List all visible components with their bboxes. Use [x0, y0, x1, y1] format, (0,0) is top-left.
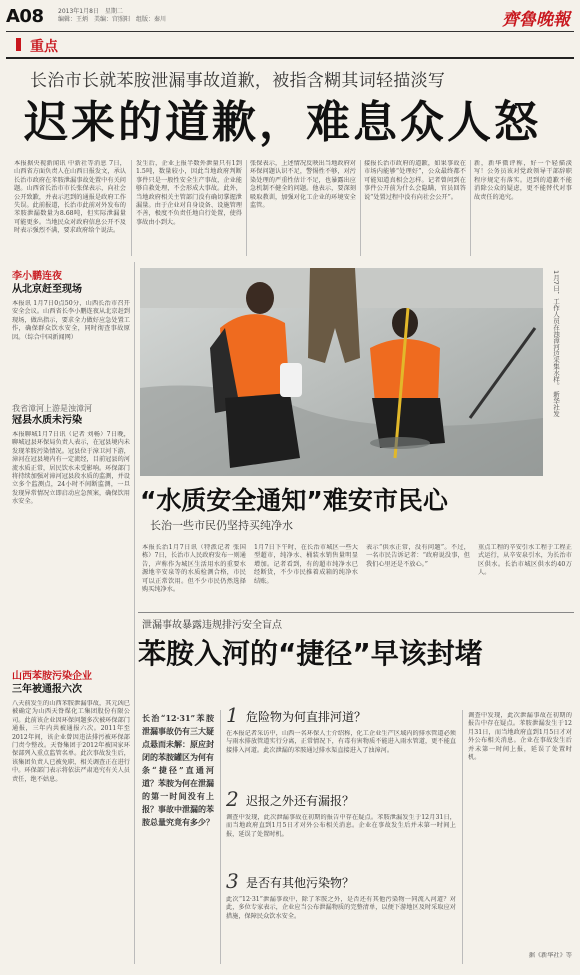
question-1-number: 1: [226, 703, 239, 727]
photo-caption: 1月7日，工作人员在浊漳河边采集水样。 新华社发: [552, 270, 560, 417]
date-text: 2013年1月8日 星期二: [58, 8, 123, 15]
lead-col-2: 发生后，企业上报半数外泄量只有1到1.5吨，数量较小，因此当地政府判断事件只是一般性安全生产事故，企业能够自救处理，不会形成大事故。此外，当地政府相关主管部门没有确切掌握泄漏量。由于企业对自身设备、设施管理不善，极度不负责任地自行处置，使得事故由小到大。: [136, 160, 242, 226]
question-1-body: 在本报记者采访中，山西一名环保人士介绍称，化工企业生产区域内的排水管道必须与雨水排放管道实行分离，正常情况下，有毒有害物质不能进入雨水管道，更不能直接排入河道。此次泄漏的苯胺通过排水渠直接进入了浊漳河。: [226, 730, 456, 754]
water-col-2: 1月7日下午时，在长治市城区一些大型超市，纯净水、桶装水销售量明显增加。记者看到，有的超市纯净水已经断货，不少市民推着成箱的纯净水结账。: [254, 544, 358, 585]
sidebar-story-2-title: 我省漳河上游是浊漳河: [12, 404, 92, 413]
section-rule: [6, 57, 574, 59]
newspaper-logo: 齊魯晚報: [502, 10, 570, 30]
water-story-headline: “水质安全通知”难安市民心: [140, 486, 448, 515]
column-divider: [470, 160, 471, 256]
section-divider: [138, 612, 574, 613]
column-divider: [246, 160, 247, 256]
sidebar-story-2-subtitle: 冠县水质未污染: [12, 415, 82, 426]
sidebar-story-1-title: 李小鹏连夜: [12, 271, 62, 282]
question-3-title: 是否有其他污染物？: [246, 876, 355, 890]
sidebar-story-1-subtitle: 从北京赶至现场: [12, 284, 82, 295]
water-col-4: 重点工程的辛安引水工程于工程正式运行，从辛安泉引水，为长治市区供水。长治市城区供水约40万人。: [478, 544, 572, 577]
commentary-headline: 苯胺入河的“捷径”早该封堵: [138, 637, 483, 670]
question-2-body: 调查中发现，此次泄漏事故在初期的报告中存在疑点。苯胺泄漏发生于12月31日，而当地政府直到1月5日才对外公布相关消息。企业在事故发生后并未第一时间上报，延误了处置时机。: [226, 814, 456, 838]
commentary-intro: 长治“12·31”苯胺泄漏事故仍有三大疑点悬而未解：原应封闭的苯胺罐区为何有条“捷径”直通河道？苯胺为何在泄漏的第一时间没有上报？事故中泄漏的苯胺总量究竟有多少？: [142, 713, 214, 827]
water-col-1: 本报长治1月7日讯（特派记者 张国栋）7日，长治市人民政府发布一则通告，声称作为城区生活用水的重要水源地辛安泉等的水质检测合格，市民可以正常饮用。但不少市民仍然选择购买纯净水。: [142, 544, 246, 594]
page-number: A08: [6, 6, 44, 27]
question-3-body: 此次“12·31”泄漏事故中，除了苯胺之外，是否还有其他污染物一同流入河道？对此，多位专家表示，企业应当公布泄漏物质的完整清单，以便下游地区及时采取应对措施，保障民众饮水安全。: [226, 896, 456, 920]
sidebar-divider: [134, 262, 135, 964]
sidebar-story-1-body: 本报讯 1月7日0点50分，山西长治市召开安全会议。山西省长李小鹏连夜从北京赶到现场，做出指示，要求全力做好应急处置工作，确保群众饮水安全，同时彻查事故原因。（综合中国新闻网）: [12, 300, 130, 341]
news-photo: [140, 268, 543, 476]
question-3-number: 3: [226, 869, 239, 893]
sidebar-story-1: [12, 270, 130, 376]
question-1-title: 危险物为何直排河道？: [246, 710, 367, 724]
commentary-kicker: 泄漏事故暴露违规排污安全盲点: [142, 620, 282, 631]
sidebar-story-3-body: 八天前发生的山西苯胺泄漏事故，其元凶已被确定为山西天脊煤化工集团股份有限公司。此前该企业因环保问题多次被环保部门通报，三年内共被通报六次。2011年至2012年间，该企业曾因违法排污被环保部门责令整改。天脊集团于2012年被国家环保部列入重点监管名单。此次事故发生后，该集团负责人已被免职，相关调查正在进行中。环保部门表示将依法严肃追究有关人员责任，绝不姑息。: [12, 700, 130, 783]
header-rule: [6, 31, 574, 32]
sidebar-story-3: [12, 670, 130, 962]
water-story-subheadline: 长治一些市民仍坚持买纯净水: [150, 519, 293, 532]
lead-col-5: 新，新华微评称，好一个轻描淡写！公务员该对党政领导干部辞职程序规定有落实。迟到的道歉不能消除公众的疑虑，更不能替代对事故责任的追究。: [474, 160, 572, 201]
lead-kicker: 长治市长就苯胺泄漏事故道歉，被指含糊其词轻描淡写: [30, 71, 446, 91]
editor-text: 编辑：王炳 美编：宫照阳 组版：秦川: [58, 16, 167, 23]
sidebar-story-3-subtitle: 三年被通报六次: [12, 684, 82, 695]
question-2-number: 2: [226, 787, 239, 811]
sidebar-story-2-body: 本报聊城1月7日讯（记者 刘畅）7日晚，聊城冠县环保局负责人表示，在冠县境内未发现苯胺污染情况。冠县位于漳卫河下游，漳河在冠县境内有一定流经，目前冠县的河流水质正常，居民饮水未受影响。环保部门将持续加强对漳河冠县段水质的监测，并设立多个监测点，24小时不间断监测，一旦发现异常情况立即启动应急预案，确保饮用水安全。: [12, 431, 130, 506]
column-divider: [131, 160, 132, 256]
column-divider: [360, 160, 361, 256]
column-divider: [220, 710, 221, 964]
water-col-3: 表示“供水正常，没有问题”。不过，一名市民告诉记者：“政府说没事，但我们心里还是不放心。”: [366, 544, 470, 568]
commentary-side-q2: 调查中发现，此次泄漏事故在初期的报告中存在疑点。苯胺泄漏发生于12月31日，而当地政府直到1月5日才对外公布相关消息。企业在事故发生后并未第一时间上报，延误了处置时机。: [468, 712, 572, 762]
lead-col-1: 本报据央视新闻讯 中新社等消息 7日，山西省方面负责人在山西日报发文，承认长治市政府在苯胺泄漏事故处置中有关问题。山西省长治市市长张保表示，向社会公开致歉，并表示迟到的通报是政府工作失误。此前报道，长治市此前对外发布的苯胺泄漏数量为8.68吨，但实际泄漏量可能更多。当地民众对政府信息公开不及时表示强烈不满，要求政府给个说法。: [14, 160, 126, 235]
lead-col-3: 张保表示，上述情况反映出当地政府对环保问题认识不足，警惕性不够，对污染处理的严重性估计不足，也暴露出应急机制不健全的问题。他表示，要深刻吸取教训，加强对化工企业的环境安全监管。: [250, 160, 356, 210]
date-line: [58, 8, 166, 24]
photo-illustration: [140, 268, 543, 476]
commentary-side-text: [468, 712, 572, 948]
lead-col-4: 接报长治市政府的道歉，如果事故在市场内能够“处理好”，公众最终都不可能知道真相会怎样。记者曾问到在事件公开前为什么会隐瞒，官员回答说“处置过程中没有向社会公开”。: [364, 160, 466, 201]
sidebar-story-3-title: 山西苯胺污染企业: [12, 671, 92, 682]
commentary-right-column: 据《新华社》等: [528, 952, 572, 959]
question-2-title: 迟报之外还有漏报？: [246, 794, 355, 808]
sidebar-story-2: [12, 403, 130, 667]
section-title: 重点: [30, 39, 58, 55]
section-marker: [16, 38, 21, 51]
column-divider: [462, 710, 463, 964]
lead-headline: 迟来的道歉，难息众人怒: [24, 97, 541, 148]
